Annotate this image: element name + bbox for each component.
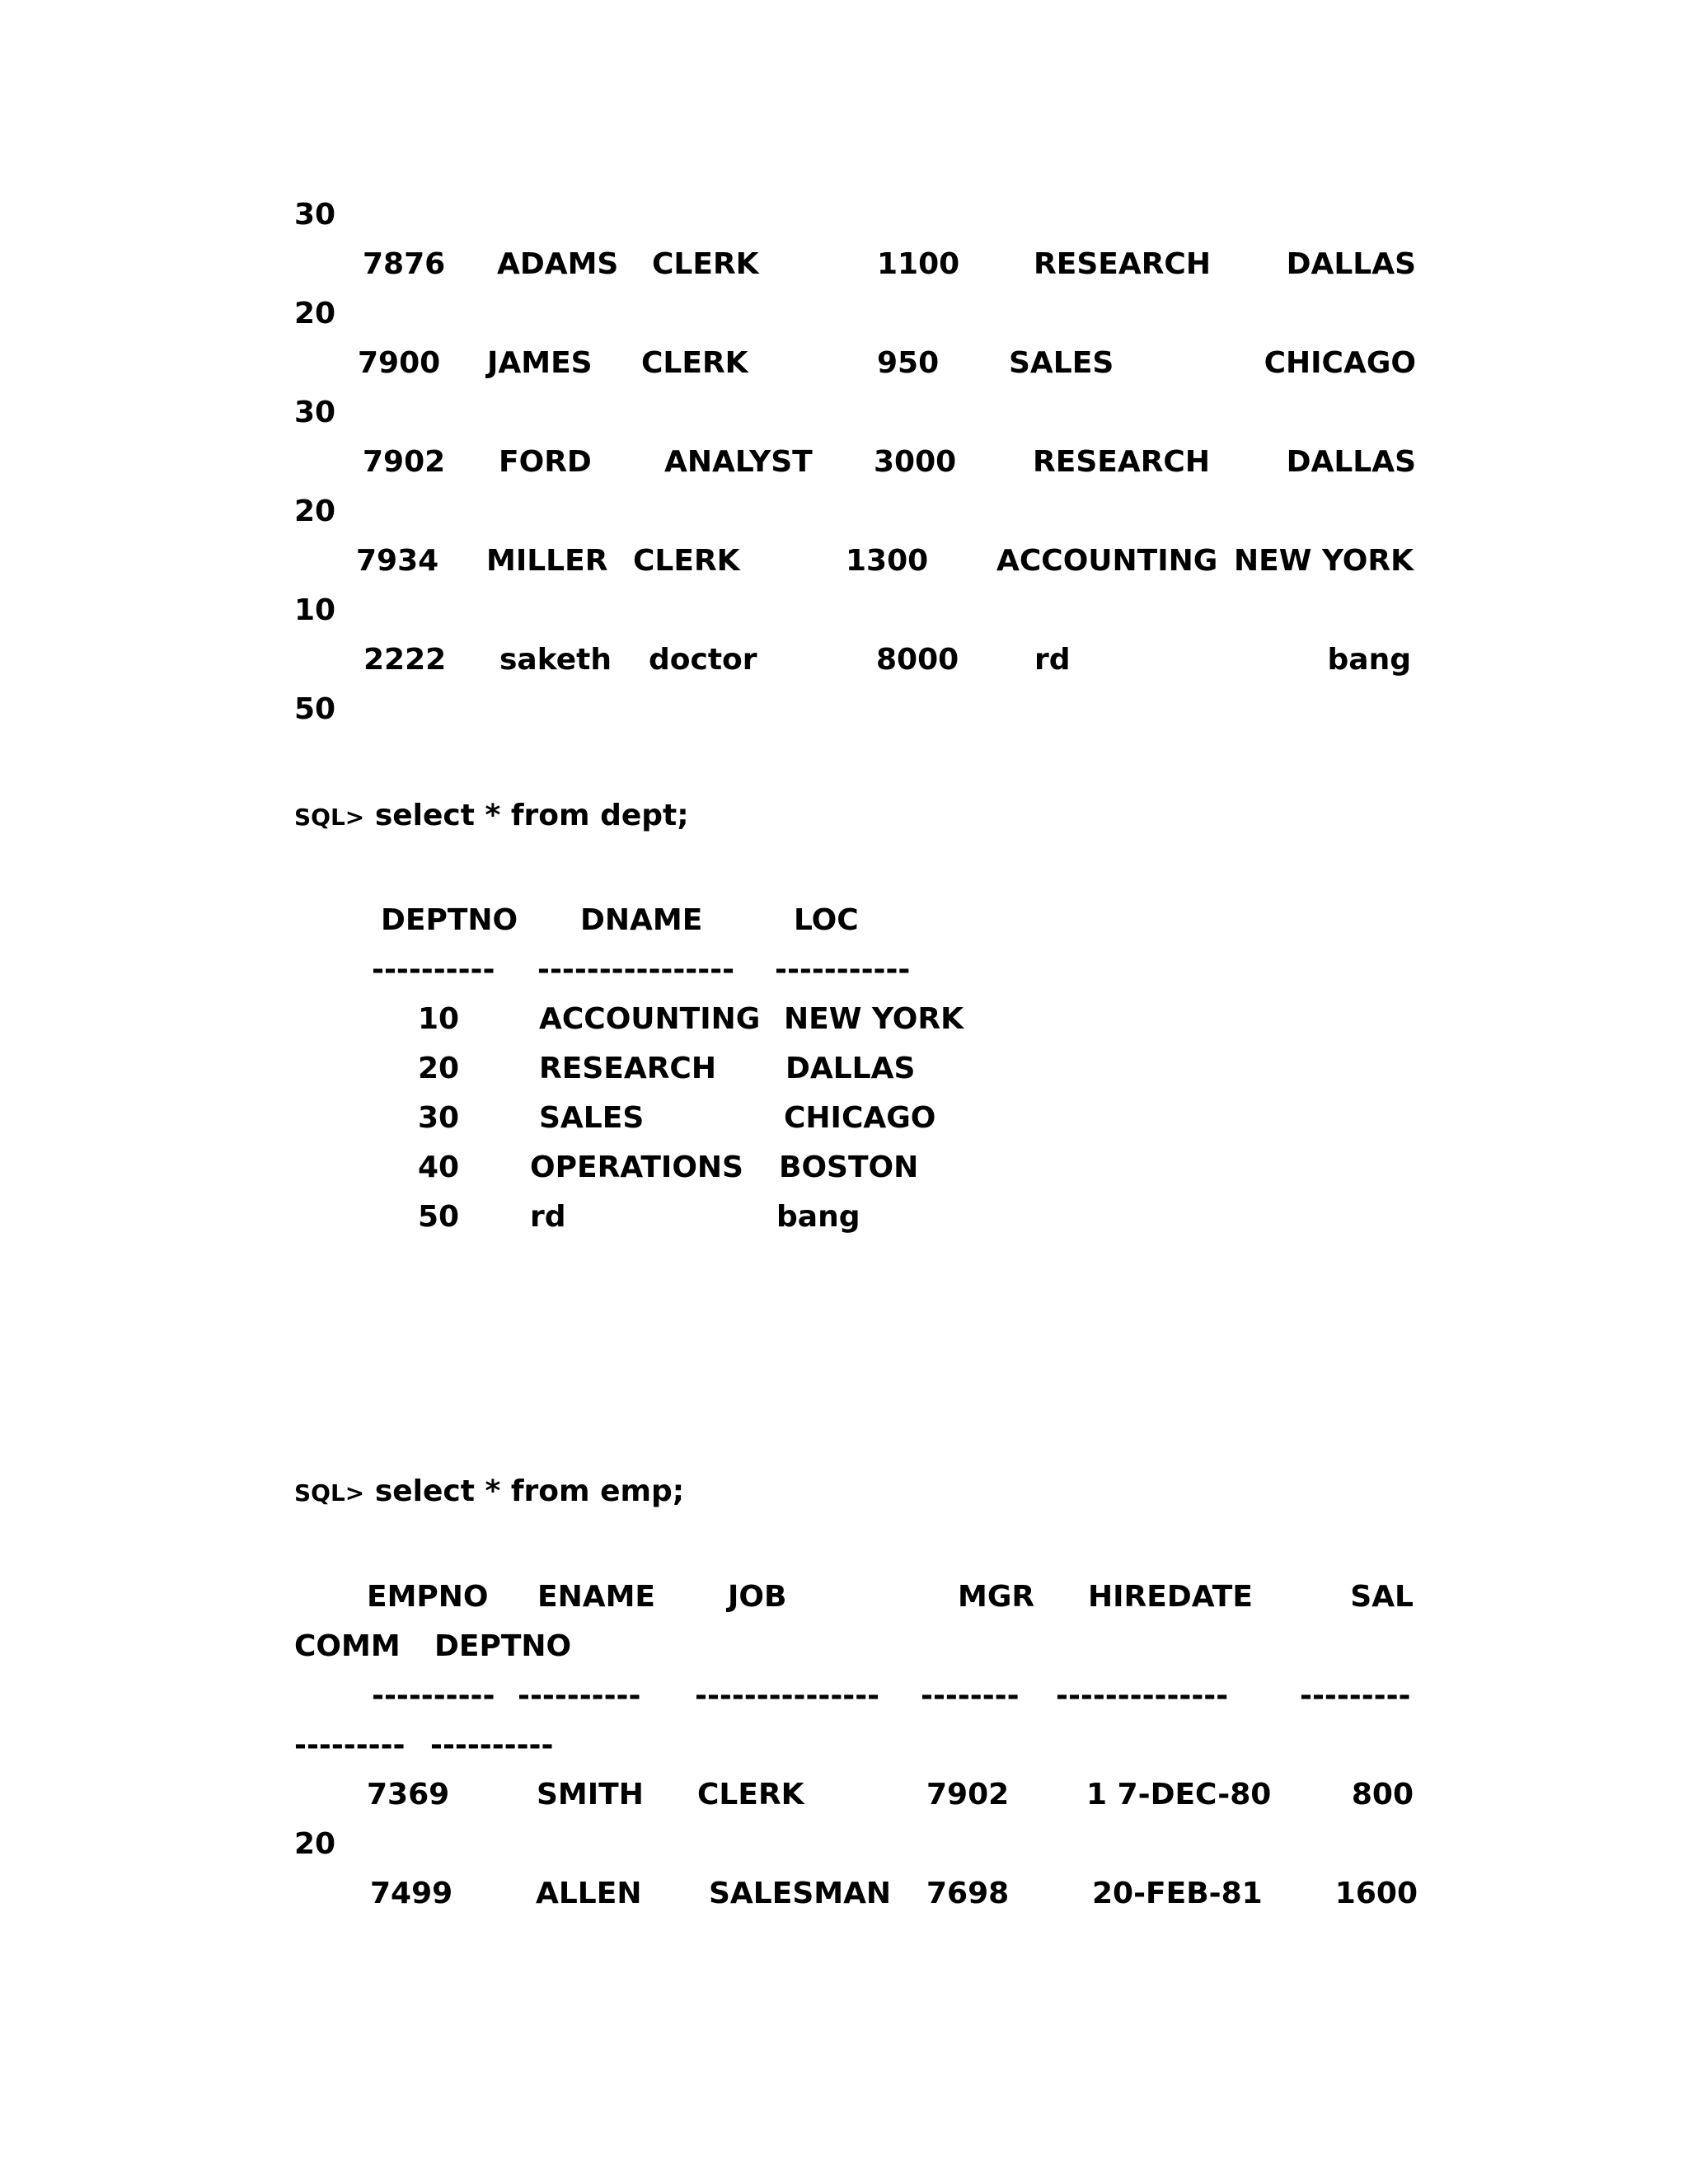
emp-row-empno: 7369 — [367, 1778, 450, 1811]
prev-row-deptno: 20 — [294, 297, 336, 330]
column-separator: ---------- — [372, 1679, 495, 1713]
prev-row-dname: ACCOUNTING — [996, 544, 1218, 578]
dept-row-dname: RESEARCH — [539, 1052, 716, 1085]
column-header: HIREDATE — [1088, 1580, 1253, 1614]
prev-row-deptno: 10 — [294, 593, 336, 627]
prev-row-empno: 7934 — [356, 544, 439, 578]
emp-row-job: CLERK — [697, 1778, 804, 1811]
dept-row-deptno: 40 — [418, 1151, 460, 1184]
prev-row-loc: DALLAS — [1286, 247, 1416, 281]
column-separator: ---------- — [430, 1728, 554, 1762]
emp-row-sal: 1600 — [1334, 1877, 1418, 1910]
prev-row-job: CLERK — [652, 247, 759, 281]
emp-row-empno: 7499 — [370, 1877, 453, 1910]
dept-row-loc: DALLAS — [785, 1052, 916, 1085]
prev-row-deptno: 50 — [294, 692, 336, 726]
dept-row-dname: ACCOUNTING — [539, 1002, 761, 1036]
dept-row-deptno: 10 — [418, 1002, 460, 1036]
sql-command-line — [294, 1474, 685, 1508]
column-separator: --------- — [294, 1728, 406, 1762]
prev-row-job: ANALYST — [664, 445, 813, 479]
column-header: JOB — [728, 1580, 787, 1614]
prev-row-dname: rd — [1034, 643, 1071, 677]
dept-row-dname: rd — [530, 1200, 566, 1234]
emp-row-sal: 800 — [1351, 1778, 1414, 1811]
column-separator: ---------- — [518, 1679, 641, 1713]
column-separator: -------------- — [1056, 1679, 1229, 1713]
prev-row-job: CLERK — [641, 346, 748, 380]
column-separator: ----------- — [775, 953, 911, 987]
prev-row-loc: CHICAGO — [1264, 346, 1416, 380]
dept-row-dname: OPERATIONS — [530, 1151, 743, 1184]
prev-row-loc: bang — [1327, 643, 1411, 677]
column-separator: --------- — [1300, 1679, 1411, 1713]
prev-row-job: doctor — [649, 643, 757, 677]
emp-row-hiredate: 20-FEB-81 — [1092, 1877, 1263, 1910]
sql-command: select * from emp; — [374, 1474, 685, 1508]
emp-row-ename: ALLEN — [536, 1877, 642, 1910]
sql-prompt: SQL> — [294, 804, 365, 831]
emp-row-mgr: 7902 — [926, 1778, 1010, 1811]
dept-row-deptno: 30 — [418, 1101, 460, 1135]
column-header: DEPTNO — [434, 1629, 572, 1663]
sql-command-line — [294, 801, 689, 831]
prev-row-sal: 1300 — [846, 544, 929, 578]
column-header: COMM — [294, 1629, 401, 1663]
prev-row-sal: 1100 — [877, 247, 960, 281]
column-header: DEPTNO — [381, 903, 518, 937]
dept-row-deptno: 50 — [418, 1200, 460, 1234]
emp-row-ename: SMITH — [537, 1778, 644, 1811]
prev-row-deptno: 30 — [294, 396, 336, 429]
prev-row-empno: 2222 — [363, 643, 447, 677]
prev-row-loc: DALLAS — [1286, 445, 1416, 479]
sql-prompt: SQL> — [294, 1479, 365, 1507]
prev-row-sal: 950 — [877, 346, 940, 380]
prev-row-ename: FORD — [499, 445, 592, 479]
column-header: LOC — [794, 903, 859, 937]
prev-row-empno: 7902 — [363, 445, 446, 479]
dept-row-loc: bang — [776, 1200, 860, 1234]
prev-deptno-top: 30 — [294, 198, 336, 232]
column-header: EMPNO — [367, 1580, 489, 1614]
dept-row-loc: BOSTON — [779, 1151, 919, 1184]
column-separator: ---------- — [372, 953, 495, 987]
prev-row-job: CLERK — [633, 544, 740, 578]
column-header: SAL — [1350, 1580, 1414, 1614]
prev-row-empno: 7876 — [363, 247, 446, 281]
prev-row-dname: RESEARCH — [1033, 445, 1210, 479]
emp-row-job: SALESMAN — [709, 1877, 892, 1910]
prev-row-empno: 7900 — [358, 346, 441, 380]
dept-row-loc: NEW YORK — [784, 1002, 964, 1036]
dept-row-dname: SALES — [539, 1101, 645, 1135]
column-separator: -------- — [921, 1679, 1020, 1713]
emp-row-hiredate: 1 7-DEC-80 — [1086, 1778, 1272, 1811]
emp-row-mgr: 7698 — [926, 1877, 1010, 1910]
dept-row-deptno: 20 — [418, 1052, 460, 1085]
prev-row-ename: JAMES — [487, 346, 593, 380]
emp-row-deptno: 20 — [294, 1827, 336, 1861]
prev-row-ename: ADAMS — [497, 247, 619, 281]
column-separator: --------------- — [695, 1679, 880, 1713]
prev-row-sal: 3000 — [874, 445, 957, 479]
column-header: ENAME — [537, 1580, 655, 1614]
prev-row-ename: MILLER — [486, 544, 608, 578]
prev-row-sal: 8000 — [876, 643, 959, 677]
column-separator: ---------------- — [537, 953, 735, 987]
prev-row-ename: saketh — [499, 643, 612, 677]
prev-row-deptno: 20 — [294, 494, 336, 528]
column-header: MGR — [958, 1580, 1035, 1614]
prev-row-dname: RESEARCH — [1034, 247, 1211, 281]
column-header: DNAME — [580, 903, 703, 937]
prev-row-dname: SALES — [1009, 346, 1114, 380]
dept-row-loc: CHICAGO — [784, 1101, 936, 1135]
prev-row-loc: NEW YORK — [1234, 544, 1414, 578]
sql-command: select * from dept; — [374, 799, 689, 832]
